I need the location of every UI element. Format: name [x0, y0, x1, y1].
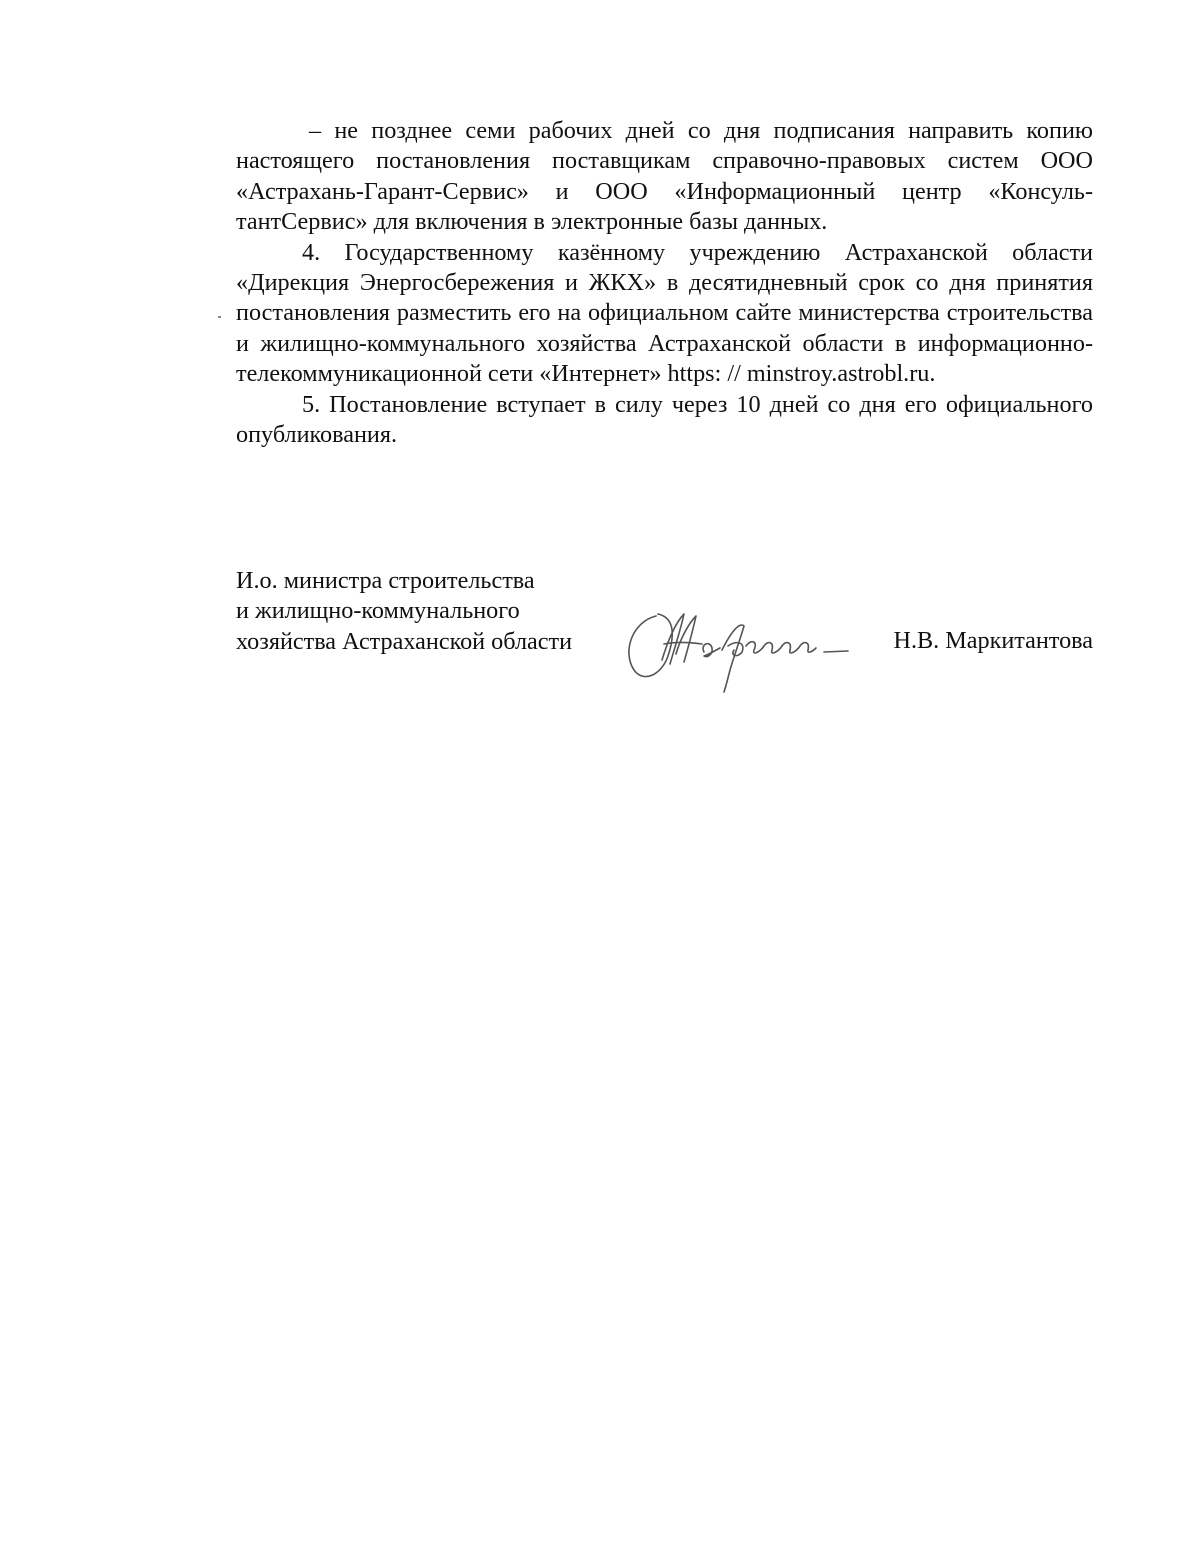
signer-title-line: и жилищно-коммунального	[236, 597, 520, 625]
scan-artifact	[218, 316, 221, 318]
signer-name: Н.В. Маркитантова	[893, 627, 1093, 654]
signer-title-line: И.о. министра строительства	[236, 567, 535, 594]
signer-title-line: хозяйства Астраханской области	[236, 627, 573, 655]
paragraph-copy-distribution: – не позднее семи рабочих дней со дня подписания направить копию настоящего постановления поставщикам справочно-правовых систем ООО «Астрахань-Гарант-Сервис» и ООО «Информационный центр «КонсультантСервис» для включения в электронные базы данных.	[236, 117, 1093, 236]
signature-block	[236, 566, 1096, 696]
handwritten-signature	[618, 600, 868, 696]
document-body	[236, 116, 1093, 450]
signer-title	[236, 566, 616, 657]
paragraph-item-4: 4. Государственному казённому учреждению Астраханской области «Дирекция Энергосбережения и ЖКХ» в десятидневный срок со дня принятия постановления разместить его на официальном сайте министерства строительства и жилищно-коммунального хозяйства Астраханской области в информационно-телекоммуникационной сети «Интернет» https: // minstroy.astrobl.ru.	[236, 238, 1093, 388]
paragraph-item-5: 5. Постановление вступает в силу через 10 дней со дня его официального опубликования.	[236, 390, 1093, 449]
